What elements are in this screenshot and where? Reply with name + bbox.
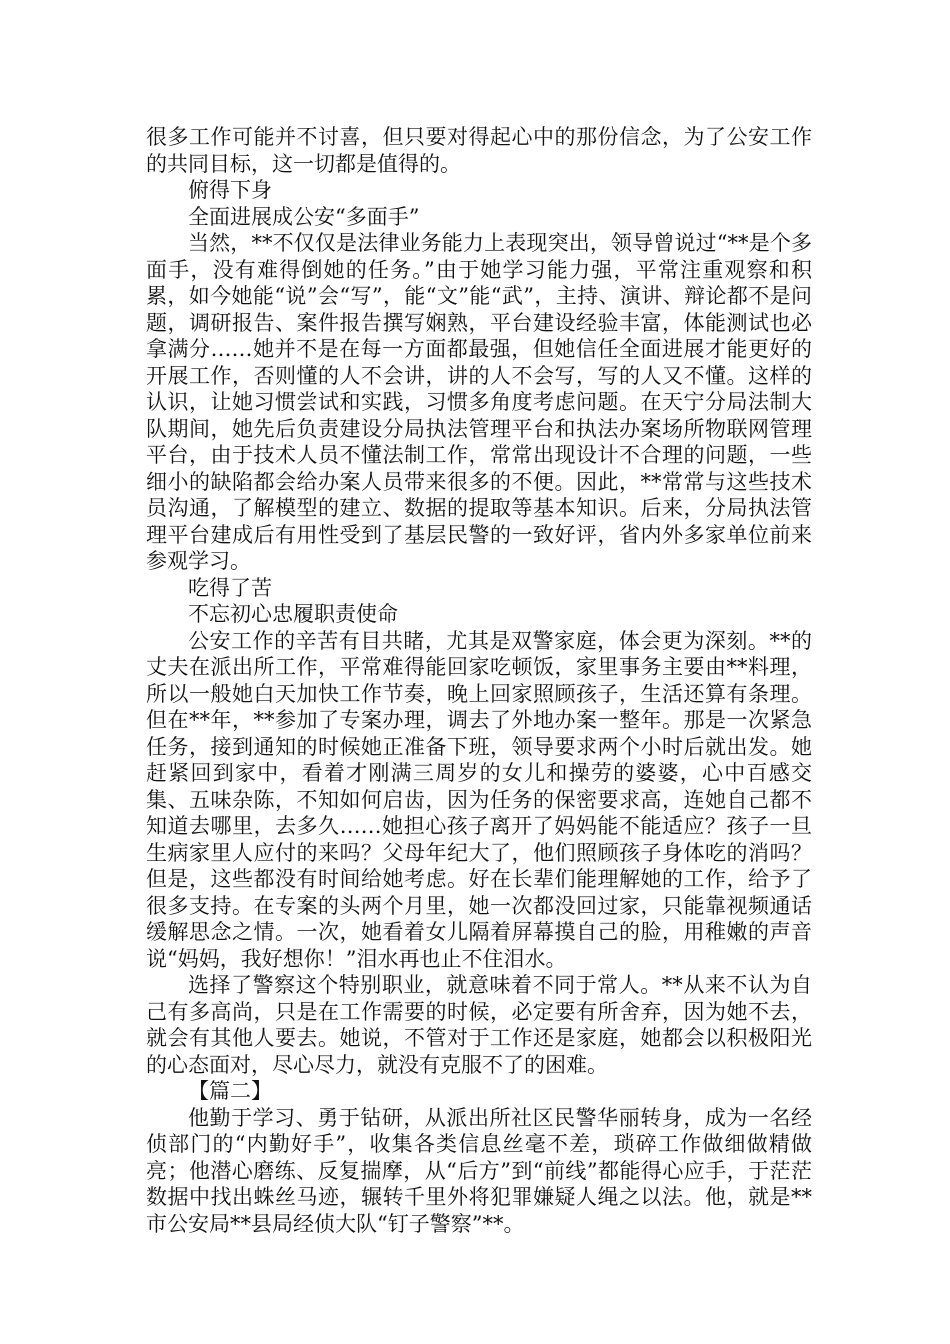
subheading-bu-wang-chu-xin: 不忘初心忠履职责使命 xyxy=(188,602,398,626)
paragraph-all-round: 当然，**不仅仅是法律业务能力上表现突出，领导曾说过“**是个多面手，没有难得倒她的任务。”由于她学习能力强，平常注重观察和积累，如今她能“说”会“写”，能“文”能“武”，主持、演讲、辩论都不是问题，调研报告、案件报告撰写娴熟，平台建设经验丰富，体能测试也必拿满分……她并不是在每一方面都最强，但她信任全面进展才能更好的开展工作，否则懂的人不会讲，讲的人不会写，写的人又不懂。这样的认识，让她习惯尝试和实践，习惯多角度考虑问题。在天宁分局法制大队期间，她先后负责建设分局执法管理平台和执法办案场所物联网管理平台，由于技术人员不懂法制工作，常常出现设计不合理的问题，一些细小的缺陷都会给办案人员带来很多的不便。因此，**常常与这些技术员沟通，了解模型的建立、数据的提取等基本知识。后来，分局执法管理平台建成后有用性受到了基层民警的一致好评，省内外多家单位前来参观学习。 xyxy=(146,231,812,573)
paragraph-part-two: 他勤于学习、勇于钻研，从派出所社区民警华丽转身，成为一名经侦部门的“内勤好手”，收集各类信息丝毫不差，琐碎工作做细做精做亮；他潜心磨练、反复揣摩，从“后方”到“前线”都能得心应手，于茫茫数据中找出蛛丝马迹，辗转千里外将犯罪嫌疑人绳之以法。他，就是**市公安局**县局经侦大队“钉子警察”**。 xyxy=(146,1105,812,1236)
heading-chi-de-liao-ku: 吃得了苦 xyxy=(188,575,272,600)
paragraph-choice: 选择了警察这个特别职业，就意味着不同于常人。**从来不认为自己有多高尚，只是在工作需要的时候，必定要有所舍弃，因为她不去，就会有其他人要去。她说，不管对于工作还是家庭，她都会以积极阳光的心态面对，尽心尽力，就没有克服不了的困难。 xyxy=(146,973,812,1077)
paragraph-hardship: 公安工作的辛苦有目共睹，尤其是双警家庭，体会更为深刻。**的丈夫在派出所工作，平常难得能回家吃顿饭，家里事务主要由**料理，所以一般她白天加快工作节奏，晚上回家照顾孩子，生活还算有条理。但在**年，**参加了专案办理，调去了外地办案一整年。那是一次紧急任务，接到通知的时候她正准备下班，领导要求两个小时后就出发。她赶紧回到家中，看着才刚满三周岁的女儿和操劳的婆婆，心中百感交集、五味杂陈，不知如何启齿，因为任务的保密要求高，连她自己都不知道去哪里，去多久……她担心孩子离开了妈妈能不能适应？孩子一旦生病家里人应付的来吗？父母年纪大了，他们照顾孩子身体吃的消吗？但是，这些都没有时间给她考虑。好在长辈们能理解她的工作，给予了很多支持。在专案的头两个月里，她一次都没回过家，只能靠视频通话缓解思念之情。一次，她看着女儿隔着屏幕摸自己的脸，用稚嫩的声音说“妈妈，我好想你！”泪水再也止不住泪水。 xyxy=(146,628,812,971)
section-heading-pian-er: 【篇二】 xyxy=(188,1079,272,1103)
heading-fu-de-xia-shen: 俯得下身 xyxy=(188,178,272,202)
document-page xyxy=(146,124,812,1237)
paragraph-intro: 很多工作可能并不讨喜，但只要对得起心中的那份信念，为了公安工作的共同目标，这一切都是值得的。 xyxy=(146,125,812,176)
subheading-duo-mian-shou: 全面进展成公安“多面手” xyxy=(188,204,420,229)
